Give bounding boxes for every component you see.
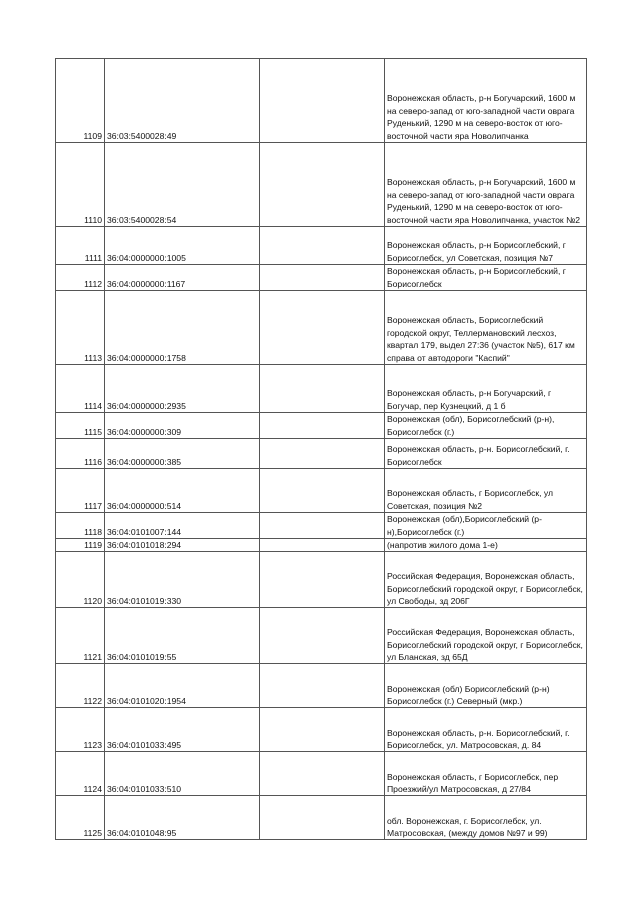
table-row: [56, 439, 587, 469]
address-cell: Воронежская область, р-н. Борисоглебский, г. Борисоглебск, ул. Матросовская, д. 84: [385, 708, 587, 752]
row-number-cell: 1122: [56, 664, 105, 708]
address-cell: обл. Воронежская, г. Борисоглебск, ул. Матросовская, (между домов №97 и 99): [385, 796, 587, 840]
cadastral-number-cell: 36:04:0101048:95: [105, 796, 260, 840]
cadastral-number-cell: 36:04:0101019:55: [105, 608, 260, 664]
address-cell: Воронежская область, р-н Богучарский, 1600 м на северо-запад от юго-западной части оврага Руденький, 1290 м на северо-восток от юго-восточной части яра Новолипчанка: [385, 59, 587, 143]
cadastral-number-cell: 36:03:5400028:49: [105, 59, 260, 143]
table-row: [56, 469, 587, 513]
empty-cell: [260, 59, 385, 143]
address-cell: Воронежская (обл) Борисоглебский (р-н) Борисоглебск (г.) Северный (мкр.): [385, 664, 587, 708]
row-number-cell: 1125: [56, 796, 105, 840]
empty-cell: [260, 439, 385, 469]
empty-cell: [260, 796, 385, 840]
address-cell: (напротив жилого дома 1-е): [385, 539, 587, 552]
cadastral-number-cell: 36:04:0000000:2935: [105, 365, 260, 413]
empty-cell: [260, 608, 385, 664]
table-row: [56, 365, 587, 413]
row-number-cell: 1124: [56, 752, 105, 796]
table-row: [56, 513, 587, 539]
row-number-cell: 1118: [56, 513, 105, 539]
empty-cell: [260, 365, 385, 413]
row-number-cell: 1121: [56, 608, 105, 664]
cadastral-number-cell: 36:03:5400028:54: [105, 143, 260, 227]
table-row: [56, 59, 587, 143]
table-row: [56, 227, 587, 265]
row-number-cell: 1123: [56, 708, 105, 752]
empty-cell: [260, 664, 385, 708]
cadastral-number-cell: 36:04:0101007:144: [105, 513, 260, 539]
cadastral-number-cell: 36:04:0000000:514: [105, 469, 260, 513]
empty-cell: [260, 752, 385, 796]
empty-cell: [260, 413, 385, 439]
table-row: [56, 291, 587, 365]
empty-cell: [260, 539, 385, 552]
cadastral-number-cell: 36:04:0101033:495: [105, 708, 260, 752]
row-number-cell: 1109: [56, 59, 105, 143]
empty-cell: [260, 469, 385, 513]
cadastral-number-cell: 36:04:0000000:309: [105, 413, 260, 439]
cadastral-number-cell: 36:04:0101020:1954: [105, 664, 260, 708]
cadastral-number-cell: 36:04:0101018:294: [105, 539, 260, 552]
cadastral-number-cell: 36:04:0000000:1167: [105, 265, 260, 291]
table-row: [56, 608, 587, 664]
row-number-cell: 1114: [56, 365, 105, 413]
table-row: [56, 752, 587, 796]
land-plot-table: [55, 58, 587, 840]
address-cell: Воронежская область, р-н Богучарский, 1600 м на северо-запад от юго-западной части оврага Руденький, 1290 м на северо-восток от юго-восточной части яра Новолипчанка, участок №2: [385, 143, 587, 227]
empty-cell: [260, 291, 385, 365]
row-number-cell: 1119: [56, 539, 105, 552]
cadastral-number-cell: 36:04:0000000:1758: [105, 291, 260, 365]
table-row: [56, 413, 587, 439]
table-row: [56, 796, 587, 840]
address-cell: Воронежская область, г Борисоглебск, ул Советская, позиция №2: [385, 469, 587, 513]
empty-cell: [260, 143, 385, 227]
table-row: [56, 552, 587, 608]
empty-cell: [260, 265, 385, 291]
cadastral-number-cell: 36:04:0101033:510: [105, 752, 260, 796]
address-cell: Российская Федерация, Воронежская область, Борисоглебский городской округ, г Борисоглебск, ул Бланская, зд 65Д: [385, 608, 587, 664]
table-row: [56, 265, 587, 291]
table-row: [56, 708, 587, 752]
address-cell: Воронежская область, г Борисоглебск, пер Проезжий/ул Матросовская, д 27/84: [385, 752, 587, 796]
table-row: [56, 664, 587, 708]
row-number-cell: 1111: [56, 227, 105, 265]
address-cell: Воронежская область, р-н Борисоглебский, г Борисоглебск: [385, 265, 587, 291]
cadastral-number-cell: 36:04:0000000:1005: [105, 227, 260, 265]
empty-cell: [260, 552, 385, 608]
address-cell: Российская Федерация, Воронежская область, Борисоглебский городской округ, г Борисоглебск, ул Свободы, зд 206Г: [385, 552, 587, 608]
row-number-cell: 1116: [56, 439, 105, 469]
cadastral-number-cell: 36:04:0101019:330: [105, 552, 260, 608]
row-number-cell: 1113: [56, 291, 105, 365]
row-number-cell: 1117: [56, 469, 105, 513]
row-number-cell: 1120: [56, 552, 105, 608]
address-cell: Воронежская область, р-н Борисоглебский, г Борисоглебск, ул Советская, позиция №7: [385, 227, 587, 265]
address-cell: Воронежская область, Борисоглебский городской округ, Теллермановский лесхоз, квартал 179, выдел 27:36 (участок №5), 617 км справа от автодороги "Каспий": [385, 291, 587, 365]
row-number-cell: 1112: [56, 265, 105, 291]
cadastral-number-cell: 36:04:0000000:385: [105, 439, 260, 469]
row-number-cell: 1115: [56, 413, 105, 439]
table-row: [56, 143, 587, 227]
address-cell: Воронежская область, р-н Богучарский, г Богучар, пер Кузнецкий, д 1 б: [385, 365, 587, 413]
row-number-cell: 1110: [56, 143, 105, 227]
empty-cell: [260, 227, 385, 265]
empty-cell: [260, 513, 385, 539]
land-plot-table-body: [56, 59, 587, 840]
empty-cell: [260, 708, 385, 752]
address-cell: Воронежская область, р-н. Борисоглебский, г. Борисоглебск: [385, 439, 587, 469]
table-row: [56, 539, 587, 552]
address-cell: Воронежская (обл), Борисоглебский (р-н), Борисоглебск (г.): [385, 413, 587, 439]
address-cell: Воронежская (обл),Борисоглебский (р-н),Борисоглебск (г.): [385, 513, 587, 539]
